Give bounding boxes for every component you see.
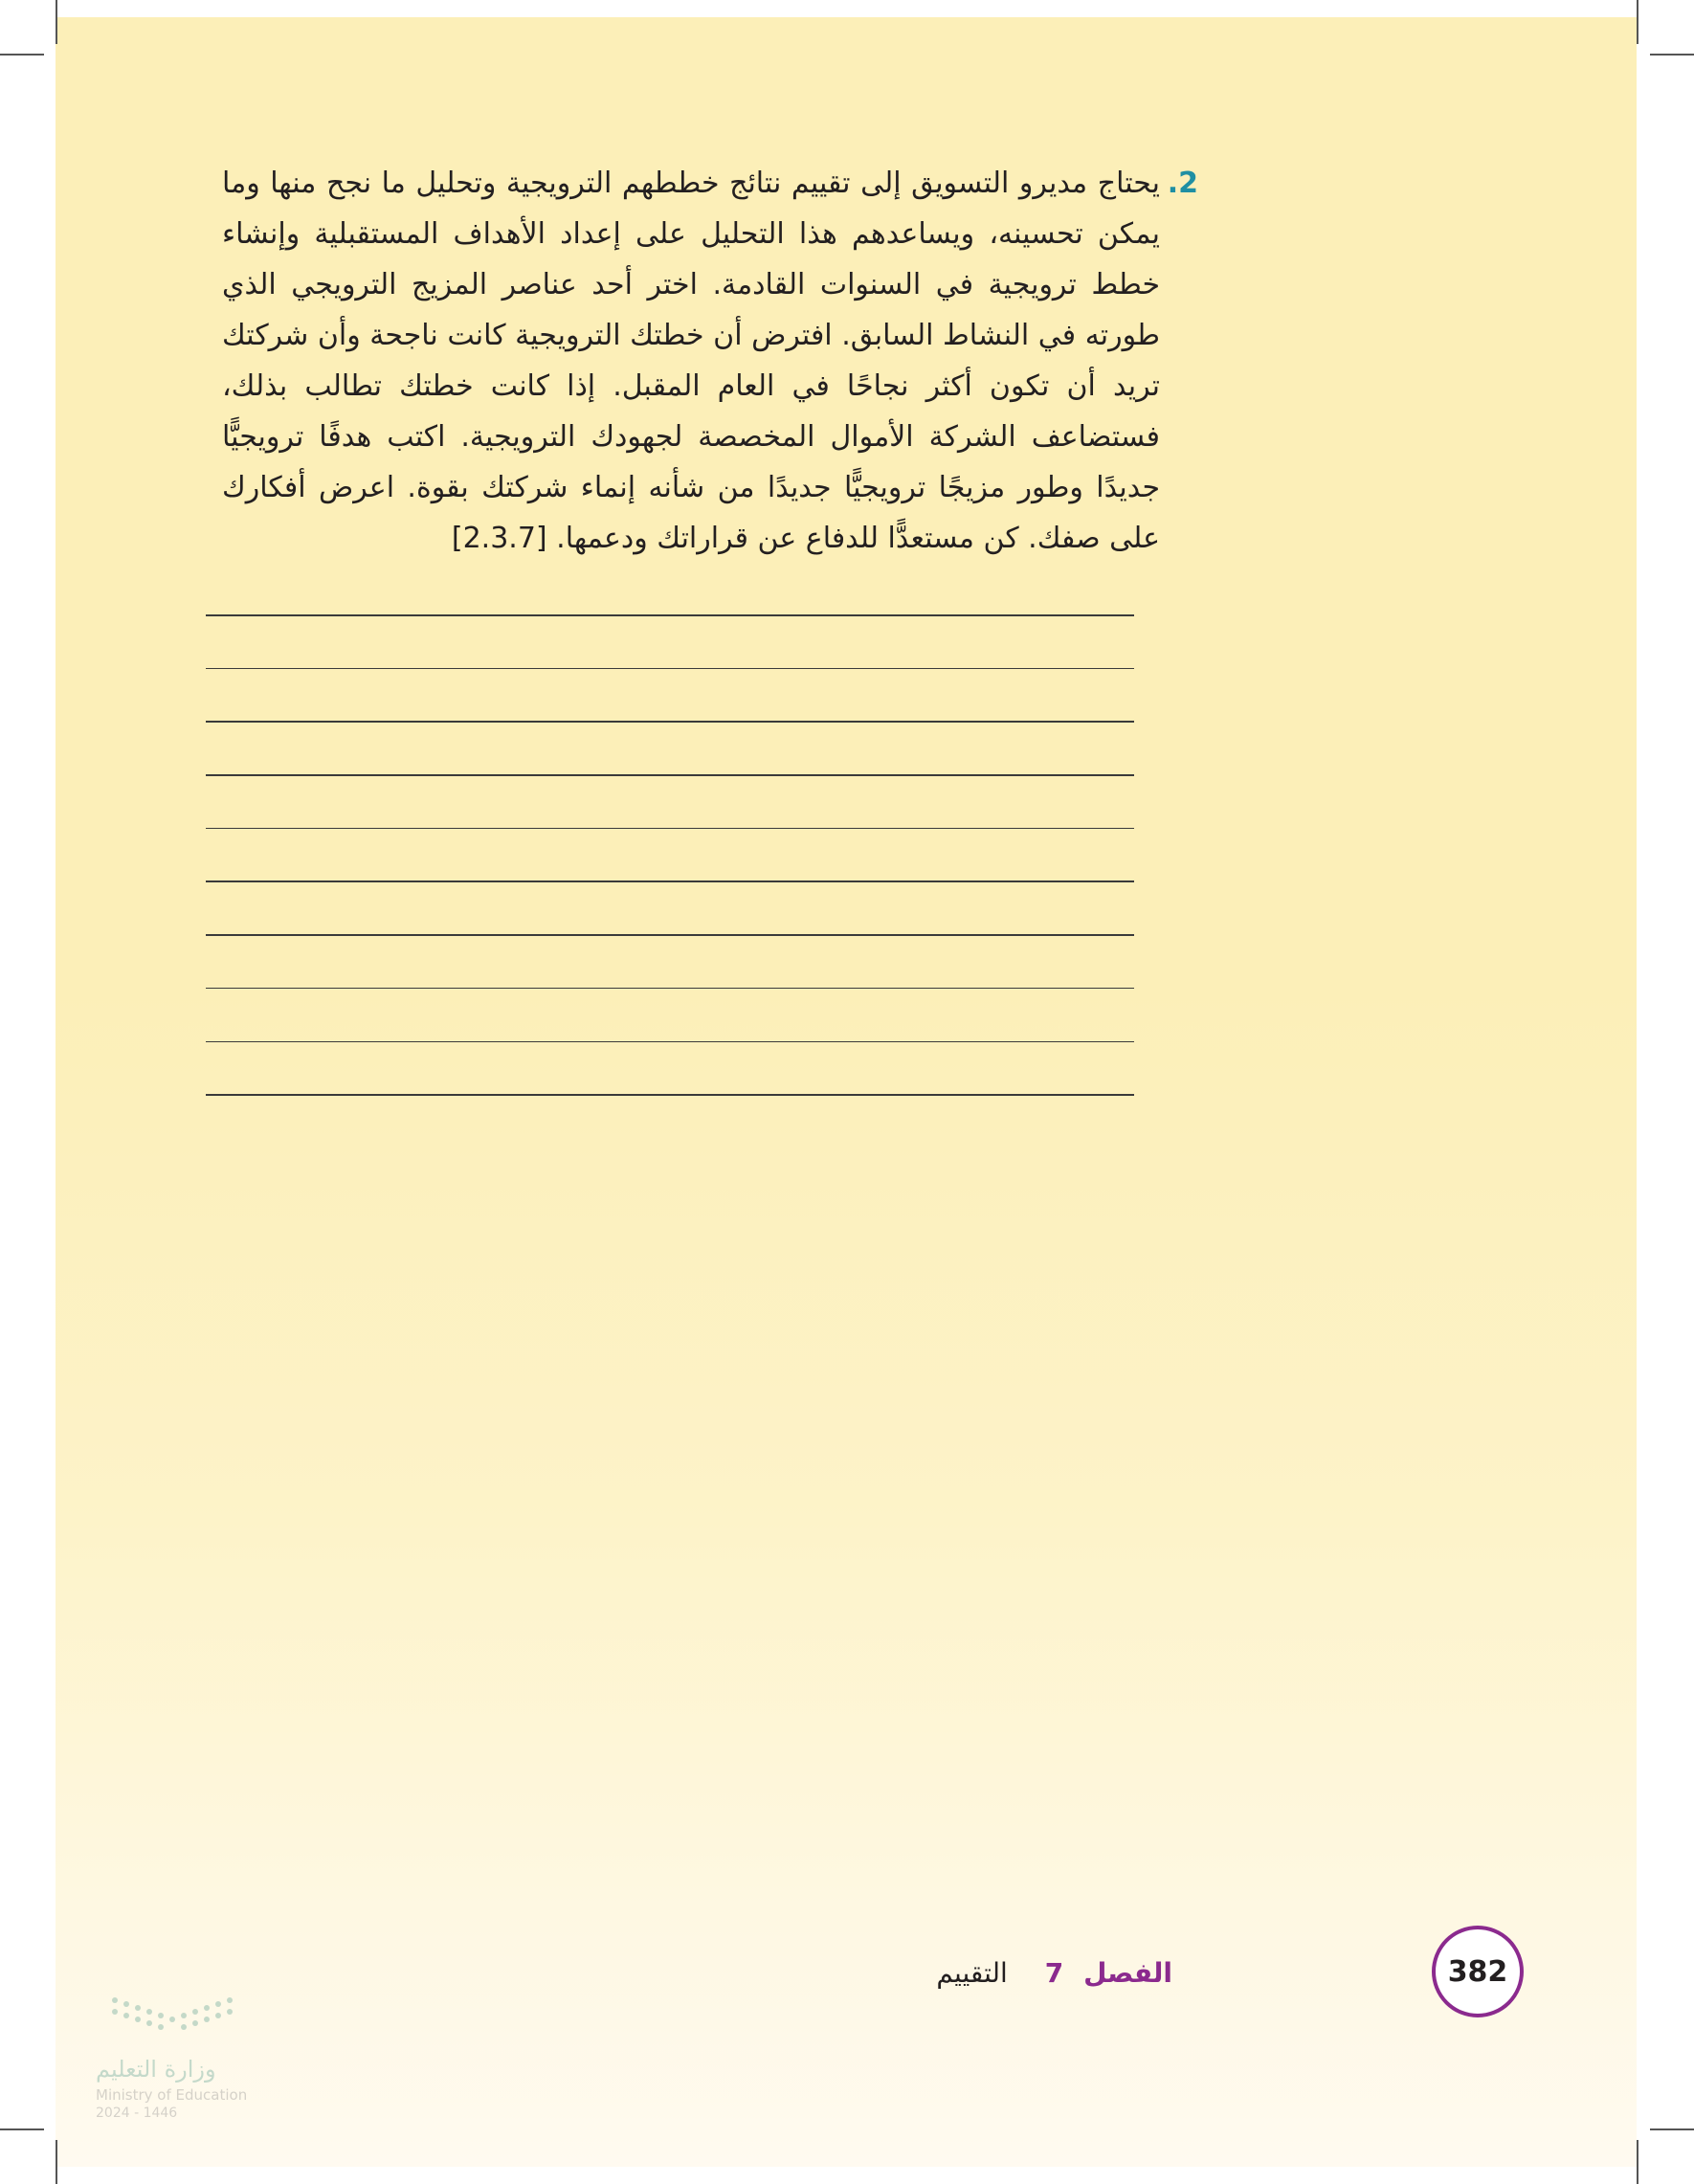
answer-line[interactable] bbox=[206, 988, 1134, 990]
crop-mark bbox=[56, 0, 57, 44]
ministry-name-english: Ministry of Education bbox=[96, 2086, 248, 2104]
question-block bbox=[222, 158, 1198, 564]
answer-line[interactable] bbox=[206, 668, 1134, 670]
question-number: .2 bbox=[1167, 167, 1198, 200]
crop-mark bbox=[0, 2128, 44, 2130]
crop-mark bbox=[56, 2140, 57, 2184]
answer-line[interactable] bbox=[206, 1094, 1134, 1096]
answer-line[interactable] bbox=[206, 828, 1134, 830]
ministry-logo bbox=[96, 1991, 325, 2125]
chapter-footer bbox=[936, 1957, 1172, 1989]
crop-mark bbox=[1650, 2128, 1694, 2130]
question-text: يحتاج مديرو التسويق إلى تقييم نتائج خططهم الترويجية وتحليل ما نجح منها وما يمكن تحسينه، ويساعدهم هذا التحليل على إعداد الأهداف المستقبلية وإنشاء خطط ترويجية في السنوات القادمة. اختر أحد عناصر المزيج الترويجي الذي طورته في النشاط السابق. افترض أن خطتك الترويجية كانت ناجحة وأن شركتك تريد أن تكون أكثر نجاحًا في العام المقبل. إذا كانت خطتك تطالب بذلك، فستضاعف الشركة الأموال المخصصة لجهودك الترويجية. اكتب هدفًا ترويجيًّا جديدًا وطور مزيجًا ترويجيًّا جديدًا من شأنه إنماء شركتك بقوة. اعرض أفكارك على صفك. كن مستعدًّا للدفاع عن قراراتك ودعمها. [2.3.7] bbox=[222, 167, 1160, 555]
chapter-title: التقييم bbox=[936, 1957, 1008, 1989]
answer-line[interactable] bbox=[206, 934, 1134, 936]
chapter-number: 7 bbox=[1044, 1957, 1064, 1989]
answer-line[interactable] bbox=[206, 614, 1134, 616]
answer-line[interactable] bbox=[206, 774, 1134, 776]
answer-line[interactable] bbox=[206, 1041, 1134, 1043]
ministry-dots-icon bbox=[96, 1991, 258, 2048]
crop-mark bbox=[0, 54, 44, 56]
crop-mark bbox=[1650, 54, 1694, 56]
answer-line[interactable] bbox=[206, 721, 1134, 723]
crop-mark bbox=[1637, 2140, 1638, 2184]
ministry-name-arabic: وزارة التعليم bbox=[96, 2056, 216, 2083]
page-number: 382 bbox=[1447, 1954, 1508, 1989]
answer-line[interactable] bbox=[206, 880, 1134, 882]
ministry-year: 2024 - 1446 bbox=[96, 2106, 178, 2121]
answer-lines[interactable] bbox=[206, 614, 1134, 1148]
crop-mark bbox=[1637, 0, 1638, 44]
chapter-label: الفصل bbox=[1083, 1957, 1172, 1989]
page-number-badge bbox=[1432, 1926, 1524, 2017]
